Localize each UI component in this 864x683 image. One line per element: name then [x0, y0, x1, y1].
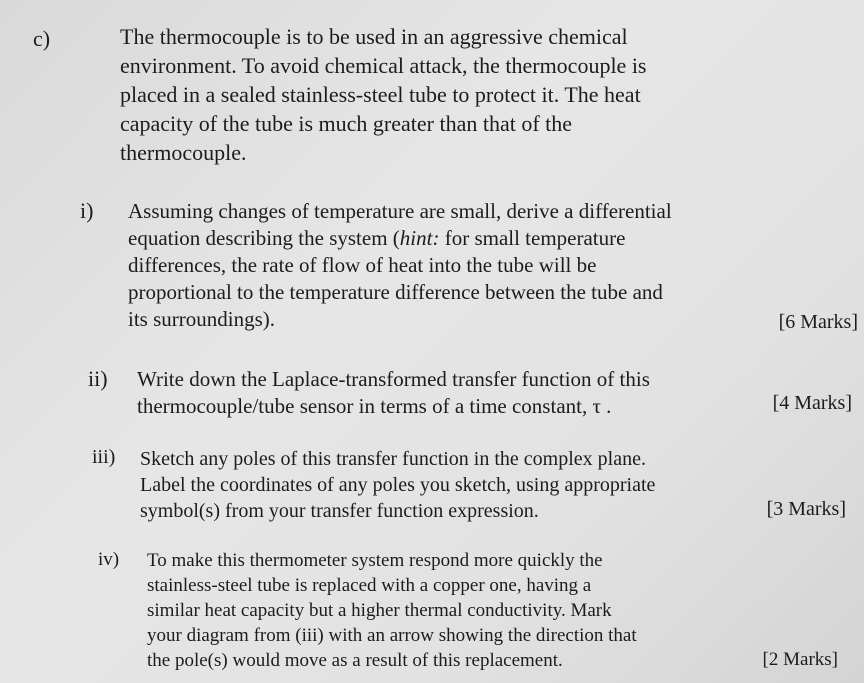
question-iv-line: stainless-steel tube is replaced with a copper one, having a: [147, 575, 592, 596]
question-ii-line: thermocouple/tube sensor in terms of a time constant, τ .: [137, 394, 612, 418]
question-iv-line: your diagram from (iii) with an arrow showing the direction that: [147, 625, 637, 646]
question-iv-text: [147, 548, 637, 673]
question-i-label: i): [80, 198, 94, 223]
question-ii-marks: [4 Marks]: [772, 392, 852, 414]
question-iii-line: Label the coordinates of any poles you sketch, using appropriate: [140, 474, 656, 496]
question-iii-line: symbol(s) from your transfer function expression.: [140, 500, 539, 522]
question-iv-line: the pole(s) would move as a result of this replacement.: [147, 650, 563, 671]
question-iii-text: [140, 446, 655, 524]
question-i-text: [128, 198, 672, 333]
question-i-line: proportional to the temperature difference between the tube and: [128, 280, 663, 304]
question-iv-line: similar heat capacity but a higher thermal conductivity. Mark: [147, 600, 612, 621]
question-i-line2-pre: equation describing the system (: [128, 226, 400, 250]
part-c-paragraph: [120, 22, 647, 167]
question-iv-line: To make this thermometer system respond more quickly the: [147, 550, 603, 571]
question-i-line2-post: for small temperature: [439, 226, 626, 250]
part-c-line: environment. To avoid chemical attack, the thermocouple is: [120, 53, 647, 78]
question-iv-marks: [2 Marks]: [762, 649, 838, 670]
question-iii-marks: [3 Marks]: [766, 498, 846, 520]
part-c-line: The thermocouple is to be used in an aggressive chemical: [120, 24, 628, 49]
hint-label: hint:: [399, 226, 440, 250]
question-i-line: Assuming changes of temperature are small, derive a differential: [128, 199, 672, 223]
question-i-line: [128, 225, 672, 252]
question-i-line: differences, the rate of flow of heat into the tube will be: [128, 253, 597, 277]
part-c-line: placed in a sealed stainless-steel tube to protect it. The heat: [120, 82, 641, 107]
question-i-marks: [6 Marks]: [778, 311, 858, 333]
part-c-line: capacity of the tube is much greater than that of the: [120, 111, 573, 136]
question-ii-text: [137, 366, 650, 420]
part-c-line: thermocouple.: [120, 140, 247, 165]
question-ii-line: Write down the Laplace-transformed transfer function of this: [137, 367, 650, 391]
question-iv-label: iv): [98, 549, 120, 570]
part-c-label: c): [33, 26, 51, 51]
question-ii-label: ii): [88, 366, 108, 391]
question-i-line: its surroundings).: [128, 307, 275, 331]
question-iii-line: Sketch any poles of this transfer function in the complex plane.: [140, 448, 646, 470]
question-iii-label: iii): [92, 446, 116, 468]
